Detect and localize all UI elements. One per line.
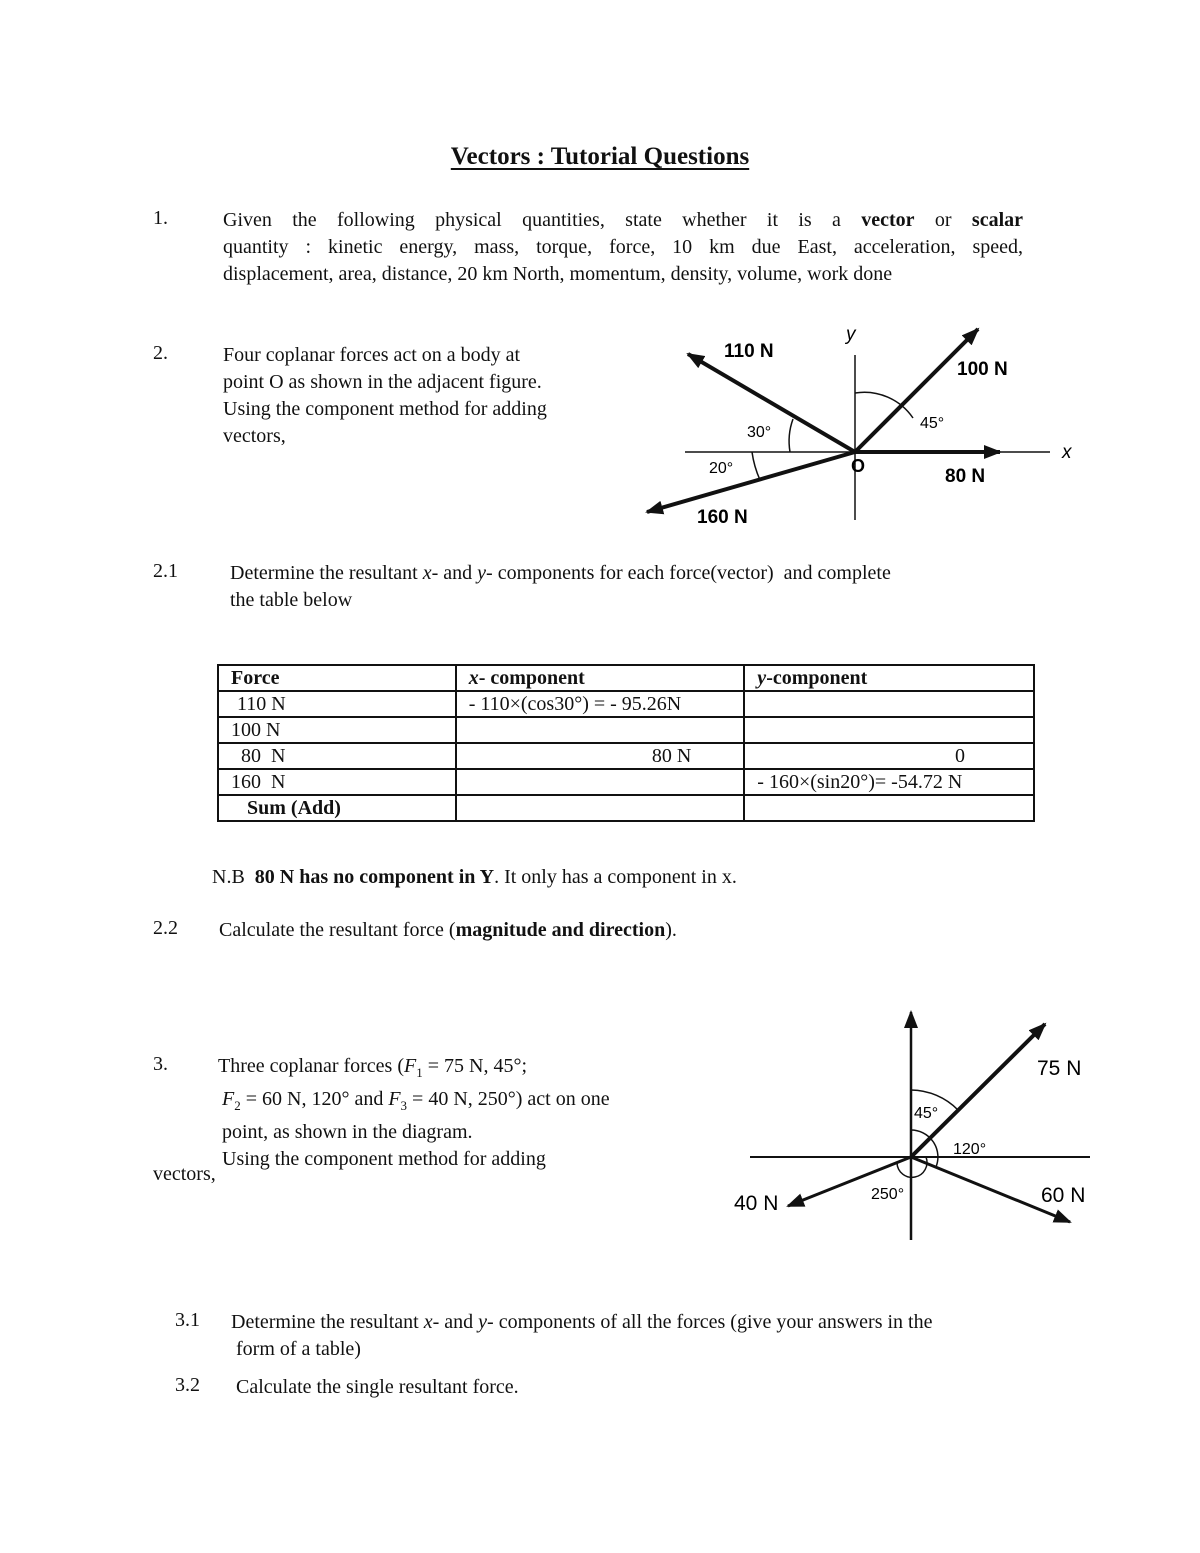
label-origin: O <box>851 456 866 476</box>
q3-line2: $F_2 = 60$ N, 120° and $F_3 = 40$ N, 250°) act on one <box>222 1088 610 1113</box>
q21-line1: Determine the resultant x- and y- components for each force(vector) and complete <box>230 562 891 584</box>
label-120deg: 120° <box>953 1141 987 1158</box>
q2-text <box>223 342 623 450</box>
cell-force: 160 N <box>218 769 456 795</box>
table-row <box>218 717 1034 743</box>
header-x-component: x- component <box>456 665 745 691</box>
q21-line2: the table below <box>230 589 353 611</box>
table-row <box>218 691 1034 717</box>
force-110-arrow <box>688 354 855 452</box>
q32-number: 3.2 <box>175 1374 200 1396</box>
header-force: Force <box>218 665 456 691</box>
header-y-component: y-component <box>744 665 1034 691</box>
q3-line3: point, as shown in the diagram. <box>222 1121 473 1143</box>
q31-line2: form of a table) <box>236 1338 361 1360</box>
label-20deg: 20° <box>709 460 734 477</box>
cell-force: 100 N <box>218 717 456 743</box>
q1-line1: Given the following physical quantities, state whether it is a vector or scalar <box>223 209 1023 231</box>
label-110n: 110 N <box>724 341 774 362</box>
cell-y <box>744 691 1034 717</box>
force-100-arrow <box>855 329 978 452</box>
nb-note: N.B 80 N has no component in Y. It only has a component in x. <box>212 866 737 888</box>
label-30deg: 30° <box>747 424 772 441</box>
q32-text: Calculate the single resultant force. <box>236 1376 519 1398</box>
force-diagram-q2 <box>630 315 1090 530</box>
label-75n: 75 N <box>1037 1057 1082 1080</box>
force-160-arrow <box>647 452 855 512</box>
label-60n: 60 N <box>1041 1184 1086 1207</box>
table-header-row <box>218 665 1034 691</box>
q31-number: 3.1 <box>175 1309 200 1331</box>
label-160n: 160 N <box>697 507 748 528</box>
q3-number: 3. <box>153 1053 168 1075</box>
label-y-axis: y <box>846 324 856 345</box>
q21-text <box>230 560 1030 614</box>
cell-force: Sum (Add) <box>218 795 456 821</box>
label-80n: 80 N <box>945 466 986 487</box>
q21-number: 2.1 <box>153 560 178 582</box>
q3-line4: Using the component method for adding <box>222 1148 546 1170</box>
q1-number: 1. <box>153 207 168 229</box>
label-100n: 100 N <box>957 359 1008 380</box>
q22-text: Calculate the resultant force (magnitude and direction). <box>219 919 677 941</box>
q3-line1: Three coplanar forces ($F_1 = 75$ N, 45°; <box>218 1055 527 1080</box>
force-diagram-q3 <box>734 1000 1100 1250</box>
label-45deg: 45° <box>920 415 945 432</box>
q2-line: vectors, <box>223 425 286 447</box>
q31-text <box>231 1309 1071 1363</box>
label-250deg: 250° <box>871 1186 905 1203</box>
cell-x: - 110×(cos30°) = - 95.26N <box>456 691 745 717</box>
label-40n: 40 N <box>734 1192 779 1215</box>
q1-line2: quantity : kinetic energy, mass, torque, force, 10 km due East, acceleration, speed, <box>223 236 1023 258</box>
cell-x <box>456 795 745 821</box>
cell-x: 80 N <box>456 743 745 769</box>
cell-force: 110 N <box>218 691 456 717</box>
q31-line1: Determine the resultant x- and y- components of all the forces (give your answers in the <box>231 1311 933 1333</box>
cell-x <box>456 717 745 743</box>
q2-line: point O as shown in the adjacent figure. <box>223 371 542 393</box>
q2-line: Using the component method for adding <box>223 398 547 420</box>
q1-text <box>223 207 1023 288</box>
table-row <box>218 743 1034 769</box>
table-row <box>218 795 1034 821</box>
q22-number: 2.2 <box>153 917 178 939</box>
label-45deg: 45° <box>914 1105 939 1122</box>
angle-20-arc <box>752 452 760 480</box>
cell-y <box>744 717 1034 743</box>
page-title: Vectors : Tutorial Questions <box>450 143 750 170</box>
components-table <box>217 664 1035 822</box>
q2-number: 2. <box>153 342 168 364</box>
angle-30-arc <box>789 419 793 452</box>
q2-line: Four coplanar forces act on a body at <box>223 344 521 366</box>
cell-y: 0 <box>744 743 1034 769</box>
table-row <box>218 769 1034 795</box>
label-x-axis: x <box>1062 442 1072 463</box>
cell-y <box>744 795 1034 821</box>
q3-text <box>218 1053 718 1173</box>
cell-y: - 160×(sin20°)= -54.72 N <box>744 769 1034 795</box>
force-75-arrow <box>911 1024 1045 1157</box>
cell-force: 80 N <box>218 743 456 769</box>
cell-x <box>456 769 745 795</box>
q1-line3: displacement, area, distance, 20 km North, momentum, density, volume, work done <box>223 263 893 285</box>
q3-line5: vectors, <box>153 1163 216 1185</box>
